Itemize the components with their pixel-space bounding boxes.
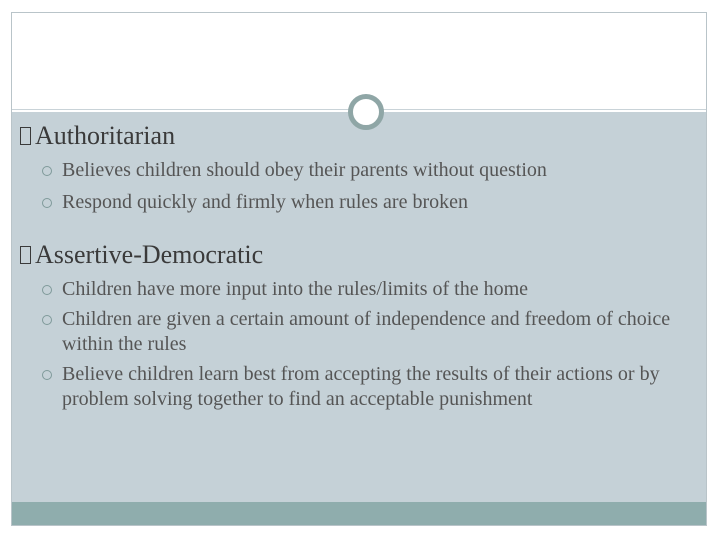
section-heading-authoritarian <box>20 120 690 152</box>
missing-glyph-icon <box>20 246 31 264</box>
bullet-list-assertive-democratic <box>20 277 690 412</box>
list-item-text: Believes children should obey their parents without question <box>62 159 547 181</box>
section-heading-text: Assertive-Democratic <box>35 240 264 269</box>
list-item-text: Children have more input into the rules/limits of the home <box>62 278 529 300</box>
circle-bullet-icon <box>42 166 52 176</box>
circle-bullet-icon <box>42 370 52 380</box>
circle-bullet-icon <box>42 198 52 208</box>
circle-bullet-icon <box>42 315 52 325</box>
slide-content <box>20 120 690 436</box>
section-heading-text: Authoritarian <box>35 121 176 150</box>
bullet-list-authoritarian <box>20 158 690 215</box>
missing-glyph-icon <box>20 127 31 145</box>
list-item <box>20 277 690 302</box>
footer-bar <box>12 502 706 526</box>
section-heading-assertive-democratic <box>20 239 690 271</box>
list-item <box>20 158 690 183</box>
list-item-text: Respond quickly and firmly when rules are broken <box>62 191 469 213</box>
circle-bullet-icon <box>42 285 52 295</box>
list-item <box>20 362 690 412</box>
list-item <box>20 190 690 215</box>
list-item <box>20 307 690 357</box>
list-item-text: Children are given a certain amount of independence and freedom of choice within the rules <box>62 308 671 355</box>
list-item-text: Believe children learn best from accepting the results of their actions or by problem solving together to find an acceptable punishment <box>62 363 660 410</box>
